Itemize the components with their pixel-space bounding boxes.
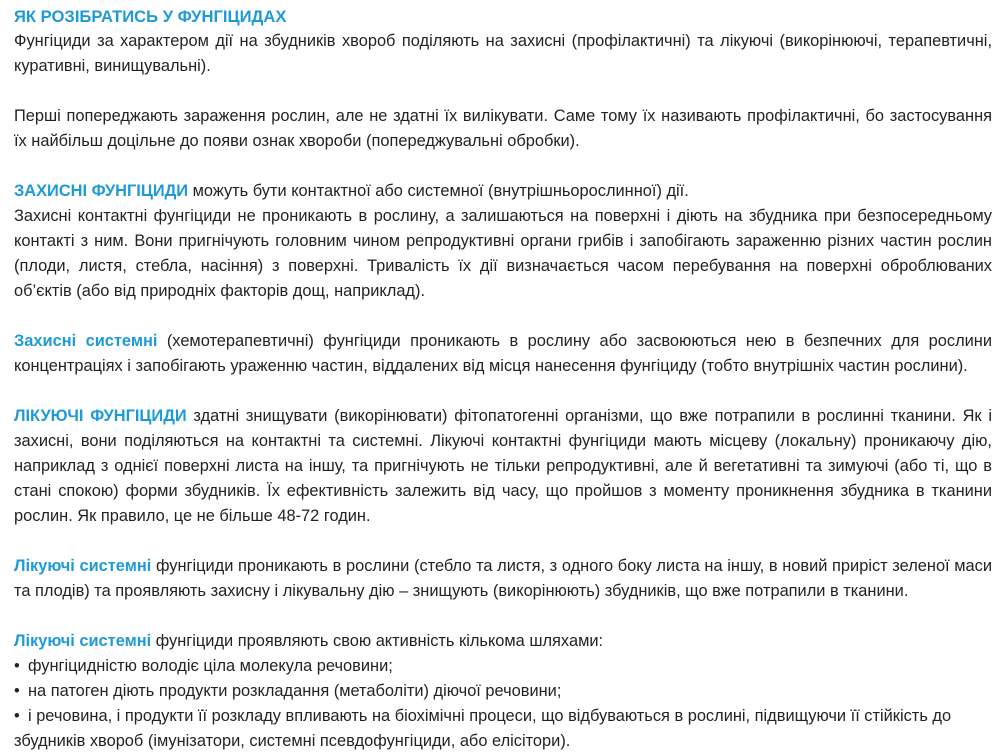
bullet-icon: •	[14, 682, 20, 700]
list-item	[14, 704, 992, 754]
document	[14, 4, 992, 754]
protective-systemic-heading: Захисні системні	[14, 332, 158, 350]
list-item-text: фунгіцидністю володіє ціла молекула речовини;	[28, 657, 393, 675]
intro-paragraph: Фунгіциди за характером дії на збудників хвороб поділяють на захисні (профілактичні) та лікуючі (викорінюючі, терапевтичні, куративні, винищувальні).	[14, 32, 992, 75]
prevention-paragraph: Перші попереджають зараження рослин, але не здатні їх вилікувати. Саме тому їх називають профілактичні, бо застосування їх найбільш доцільне до появи ознак хвороби (попереджувальні обробки).	[14, 107, 992, 150]
page-title	[14, 4, 992, 29]
curative-systemic-heading-2: Лікуючі системні	[14, 632, 152, 650]
list-item	[14, 654, 992, 679]
list-item	[14, 679, 992, 704]
protective-systemic-text: (хемотерапевтичні) фунгіциди проникають в рослину або засвоюються нею в безпечних для рослини концентраціях і запобігають ураженню частин, віддалених від місця нанесення фунгіциду (тобто внутрішніх частин рослини).	[14, 332, 992, 375]
curative-text: здатні знищувати (викорінювати) фітопатогенні організми, що вже потрапили в рослинні тканини. Як і захисні, вони поділяються на контактні та системні. Лікуючі контактні фунгіциди мають місцеву (локальну) проникаючу дію, наприклад з однієї поверхні листа на іншу, та пригнічують не тільки репродуктивні, але й вегетативні та зимуючі (або ті, що в стані спокою) форми збудників. Їх ефективність залежить від часу, що пройшов з моменту проникнення збудника в тканини рослин. Як правило, це не більше 48-72 годин.	[14, 407, 992, 525]
curative-heading: ЛІКУЮЧІ ФУНГІЦИДИ	[14, 407, 187, 425]
protective-intro-paragraph	[14, 179, 992, 204]
bullet-icon: •	[14, 657, 20, 675]
activity-bullet-list	[14, 654, 992, 754]
protective-heading: ЗАХИСНІ ФУНГІЦИДИ	[14, 182, 189, 200]
curative-paragraph	[14, 404, 992, 529]
page-title-text: ЯК РОЗІБРАТИСЬ У ФУНГІЦИДАХ	[14, 7, 287, 26]
curative-systemic-text-2: фунгіциди проявляють свою активність кількома шляхами:	[151, 632, 604, 650]
curative-systemic-paragraph-2	[14, 629, 992, 654]
protective-systemic-paragraph	[14, 329, 992, 379]
curative-systemic-heading-1: Лікуючі системні	[14, 557, 152, 575]
bullet-icon: •	[14, 707, 20, 725]
curative-systemic-paragraph-1	[14, 554, 992, 604]
list-item-text: і речовина, і продукти її розкладу впливають на біохімічні процеси, що відбуваються в рослині, підвищуючи її стійкість до збудників хвороб (імунізатори, системні псевдофунгіциди, або елісітори).	[14, 707, 952, 750]
protective-contact-paragraph: Захисні контактні фунгіциди не проникають в рослину, а залишаються на поверхні і діють на збудника при безпосередньому контакті з ним. Вони пригнічують головним чином репродуктивні органи грибів і запобігають зараженню різних частин рослин (плоди, листя, стебла, насіння) з поверхні. Тривалість їх дії визначається часом перебування на поверхні оброблюваних об’єктів (або від природніх факторів дощ, наприклад).	[14, 207, 992, 300]
curative-systemic-text-1: фунгіциди проникають в рослини (стебло та листя, з одного боку листа на іншу, в новий приріст зеленої маси та плодів) та проявляють захисну і лікувальну дію – знищують (викорінюють) збудників, що вже потрапили в тканини.	[14, 557, 993, 600]
protective-heading-rest: можуть бути контактної або системної (внутрішньорослинної) дії.	[188, 182, 689, 200]
list-item-text: на патоген діють продукти розкладання (метаболіти) діючої речовини;	[28, 682, 562, 700]
